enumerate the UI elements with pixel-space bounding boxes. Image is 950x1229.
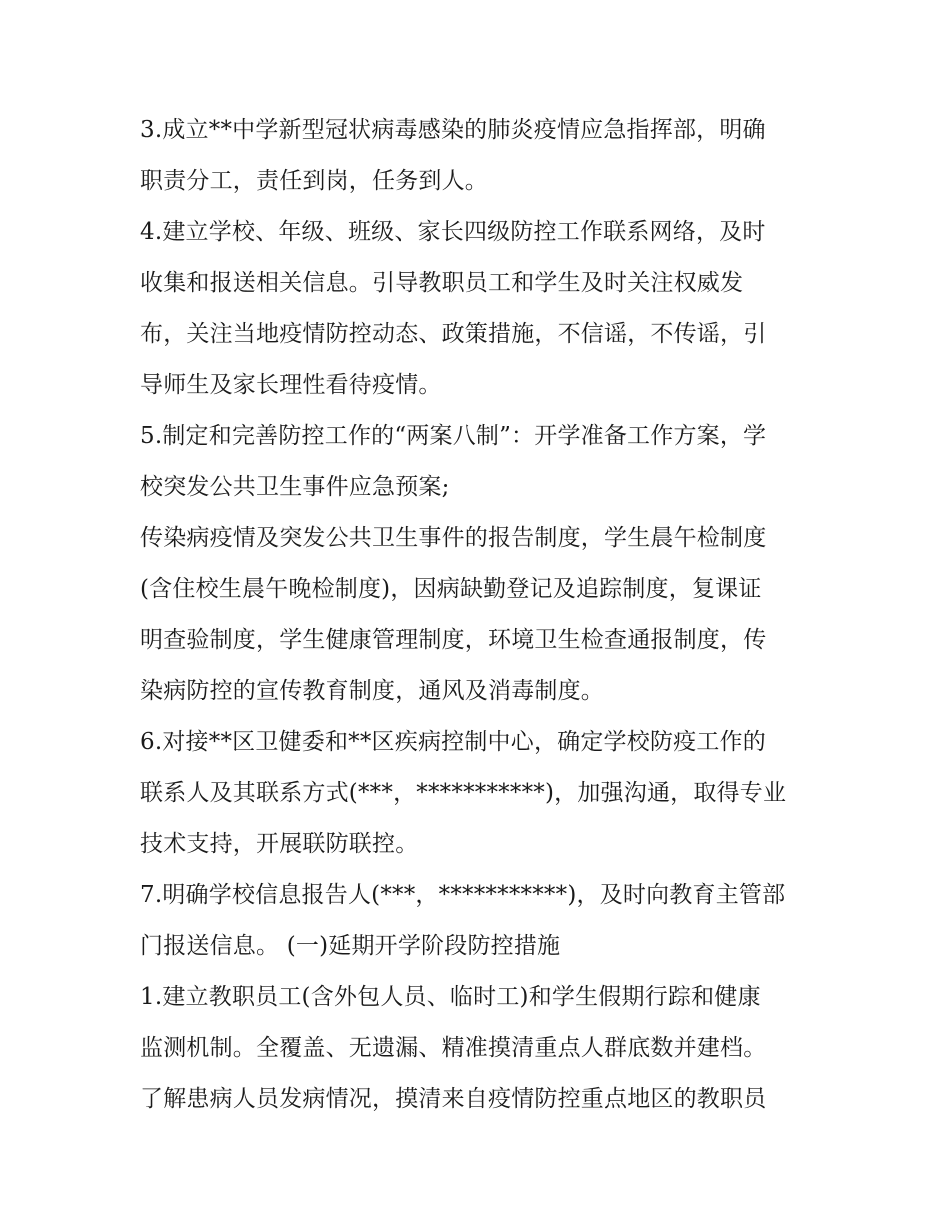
text-line: 1.建立教职员工(含外包人员、临时工)和学生假期行踪和健康 bbox=[140, 984, 761, 1010]
text-line: 监测机制。全覆盖、无遗漏、精准摸清重点人群底数并建档。 bbox=[140, 1035, 767, 1061]
text-line: 5.制定和完善防控工作的“两案八制”：开学准备工作方案，学 bbox=[140, 423, 767, 449]
text-line: 联系人及其联系方式(***，***********)，加强沟通，取得专业 bbox=[140, 780, 787, 806]
text-line: 了解患病人员发病情况，摸清来自疫情防控重点地区的教职员 bbox=[140, 1086, 767, 1112]
text-line: 明查验制度，学生健康管理制度，环境卫生检查通报制度，传 bbox=[140, 627, 767, 653]
text-line: 导师生及家长理性看待疫情。 bbox=[140, 372, 442, 398]
document-body bbox=[140, 108, 820, 1128]
text-line: 职责分工，责任到岗，任务到人。 bbox=[140, 168, 488, 194]
text-line: 布，关注当地疫情防控动态、政策措施，不信谣，不传谣，引 bbox=[140, 321, 767, 347]
text-line: 传染病疫情及突发公共卫生事件的报告制度，学生晨午检制度 bbox=[140, 525, 767, 551]
text-line: 7.明确学校信息报告人(***，***********)，及时向教育主管部 bbox=[140, 882, 786, 908]
text-line: (含住校生晨午晚检制度)，因病缺勤登记及追踪制度，复课证 bbox=[140, 576, 762, 602]
text-line: 校突发公共卫生事件应急预案; bbox=[140, 474, 450, 500]
text-line: 门报送信息。 (一)延期开学阶段防控措施 bbox=[140, 933, 561, 959]
text-line: 染病防控的宣传教育制度，通风及消毒制度。 bbox=[140, 678, 604, 704]
text-line: 收集和报送相关信息。引导教职员工和学生及时关注权威发 bbox=[140, 270, 744, 296]
text-line: 技术支持，开展联防联控。 bbox=[140, 831, 419, 857]
text-line: 3.成立**中学新型冠状病毒感染的肺炎疫情应急指挥部，明确 bbox=[140, 117, 766, 143]
text-line: 4.建立学校、年级、班级、家长四级防控工作联系网络，及时 bbox=[140, 219, 766, 245]
text-line: 6.对接**区卫健委和**区疾病控制中心，确定学校防疫工作的 bbox=[140, 729, 766, 755]
